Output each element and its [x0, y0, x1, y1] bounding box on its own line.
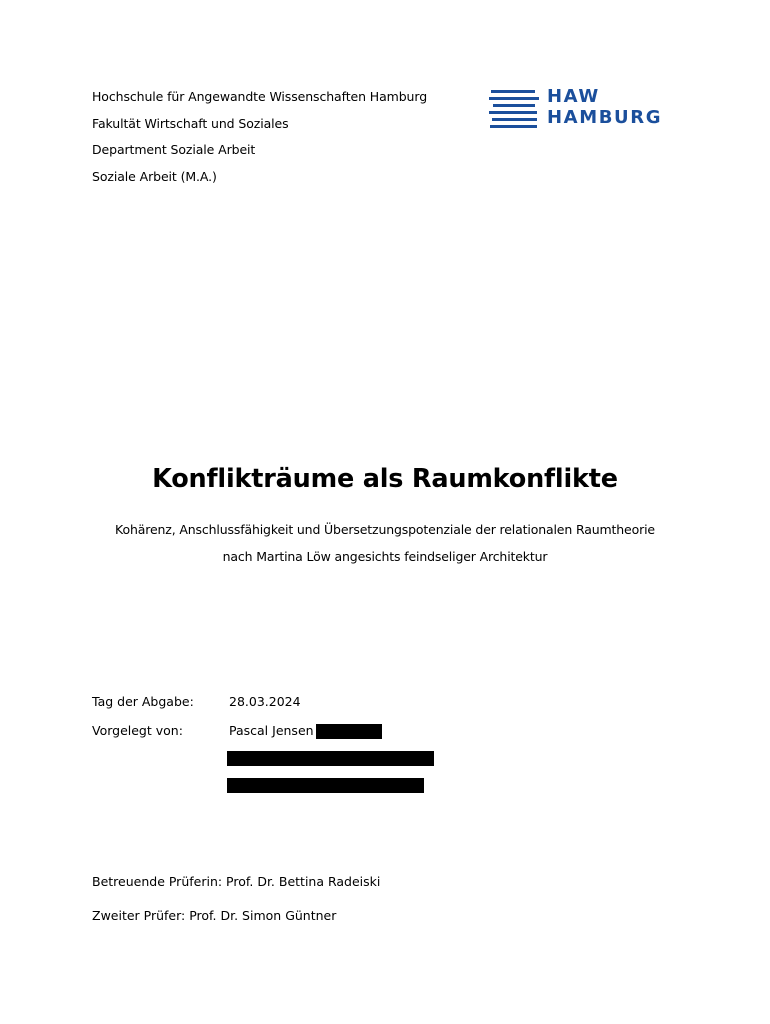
- author-label: Vorgelegt von:: [92, 723, 183, 738]
- logo-text-haw: HAW: [547, 86, 600, 107]
- logo-text-hamburg: HAMBURG: [547, 107, 663, 128]
- haw-hamburg-logo: [489, 86, 669, 134]
- thesis-title: Konflikträume als Raumkonflikte: [152, 464, 618, 494]
- first-examiner: Betreuende Prüferin: Prof. Dr. Bettina Radeiski: [92, 874, 381, 889]
- second-examiner: Zweiter Prüfer: Prof. Dr. Simon Güntner: [92, 908, 337, 923]
- haw-stripes-icon: [489, 86, 541, 132]
- institution-program: Soziale Arbeit (M.A.): [92, 168, 217, 184]
- author-name: Pascal Jensen: [229, 723, 314, 738]
- institution-university: Hochschule für Angewandte Wissenschaften Hamburg: [92, 89, 428, 104]
- logo-wordmark: [547, 87, 662, 129]
- institution-block: [92, 89, 472, 195]
- thesis-subtitle-line-1: Kohärenz, Anschlussfähigkeit und Übersetzungspotenziale der relationalen Raumtheorie: [115, 522, 655, 537]
- thesis-subtitle-line-2: nach Martina Löw angesichts feindseliger Architektur: [222, 549, 548, 564]
- redaction-bar: [316, 724, 382, 739]
- redaction-bar: [227, 778, 424, 793]
- institution-department: Department Soziale Arbeit: [92, 142, 256, 157]
- institution-faculty: Fakultät Wirtschaft und Soziales: [92, 115, 289, 131]
- submission-date-value: 28.03.2024: [229, 694, 301, 709]
- submission-date-label: Tag der Abgabe:: [92, 694, 194, 709]
- redaction-bar: [227, 751, 434, 766]
